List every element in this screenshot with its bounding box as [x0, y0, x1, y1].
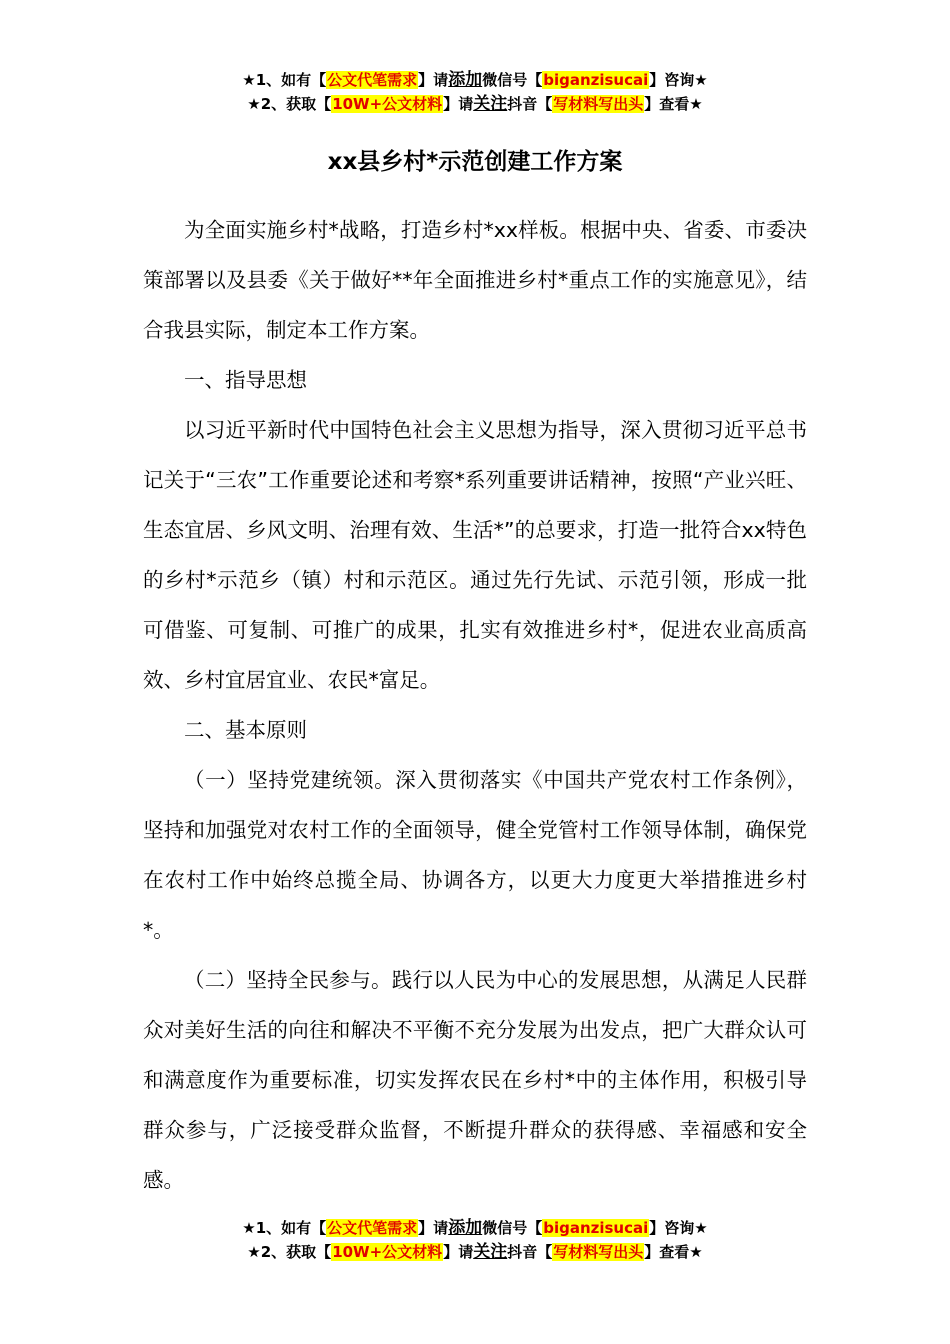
ad-text: 】查看★ [644, 95, 703, 113]
ad-text: 】咨询★ [649, 1219, 708, 1237]
document-body [143, 205, 807, 1205]
ad-text: 微信号【 [482, 71, 543, 89]
ad-text: 抖音【 [507, 1243, 553, 1261]
ad-text: 】请 [418, 71, 449, 89]
ad-text: 】请 [443, 1243, 474, 1261]
guiding-ideology-paragraph: 以习近平新时代中国特色社会主义思想为指导，深入贯彻习近平总书记关于“三农”工作重要论述和考察*系列重要讲话精神，按照“产业兴旺、生态宜居、乡风文明、治理有效、生活*”的总要求，打造一批符合xx特色的乡村*示范乡（镇）村和示范区。通过先行先试、示范引领，形成一批可借鉴、可复制、可推广的成果，扎实有效推进乡村*，促进农业高质高效、乡村宜居宜业、农民*富足。 [143, 418, 807, 692]
ad-text: 微信号【 [482, 1219, 543, 1237]
ad-highlight: 10W+公文材料 [332, 1243, 443, 1261]
ad-wechat-id: biganzisucai [543, 1219, 649, 1237]
header-ad-banner [0, 68, 950, 116]
ad-emphasis: 关注 [473, 94, 508, 114]
ad-line-1 [0, 1216, 950, 1240]
footer-ad-banner [0, 1216, 950, 1264]
ad-text: ★2、获取【 [247, 95, 332, 113]
section-heading-basic-principles: 二、基本原则 [184, 718, 307, 742]
ad-douyin-id: 写材料写出头 [553, 1243, 644, 1261]
ad-highlight: 公文代笔需求 [327, 71, 418, 89]
ad-line-2 [0, 1240, 950, 1264]
ad-line-2 [0, 92, 950, 116]
ad-line-1 [0, 68, 950, 92]
ad-highlight: 10W+公文材料 [332, 95, 443, 113]
ad-text: 抖音【 [507, 95, 553, 113]
section-heading-guiding-ideology: 一、指导思想 [184, 368, 307, 392]
document-title: xx县乡村*示范创建工作方案 [327, 149, 623, 175]
principle-public-participation-paragraph: （二）坚持全民参与。践行以人民为中心的发展思想，从满足人民群众对美好生活的向往和解决不平衡不充分发展为出发点，把广大群众认可和满意度作为重要标准，切实发挥农民在乡村*中的主体作用，积极引导群众参与，广泛接受群众监督，不断提升群众的获得感、幸福感和安全感。 [143, 968, 807, 1192]
ad-text: ★2、获取【 [247, 1243, 332, 1261]
ad-text: ★1、如有【 [242, 1219, 327, 1237]
ad-text: 】请 [443, 95, 474, 113]
ad-highlight: 公文代笔需求 [327, 1219, 418, 1237]
ad-text: ★1、如有【 [242, 71, 327, 89]
ad-text: 】查看★ [644, 1243, 703, 1261]
ad-emphasis: 添加 [448, 1218, 483, 1238]
ad-douyin-id: 写材料写出头 [553, 95, 644, 113]
ad-wechat-id: biganzisucai [543, 71, 649, 89]
intro-paragraph: 为全面实施乡村*战略，打造乡村*xx样板。根据中央、省委、市委决策部署以及县委《关于做好**年全面推进乡村*重点工作的实施意见》，结合我县实际，制定本工作方案。 [143, 218, 807, 342]
principle-party-leadership-paragraph: （一）坚持党建统领。深入贯彻落实《中国共产党农村工作条例》，坚持和加强党对农村工作的全面领导，健全党管村工作领导体制，确保党在农村工作中始终总揽全局、协调各方，以更大力度更大举措推进乡村*。 [143, 768, 807, 942]
ad-emphasis: 关注 [473, 1242, 508, 1262]
ad-text: 】请 [418, 1219, 449, 1237]
ad-emphasis: 添加 [448, 70, 483, 90]
ad-text: 】咨询★ [649, 71, 708, 89]
